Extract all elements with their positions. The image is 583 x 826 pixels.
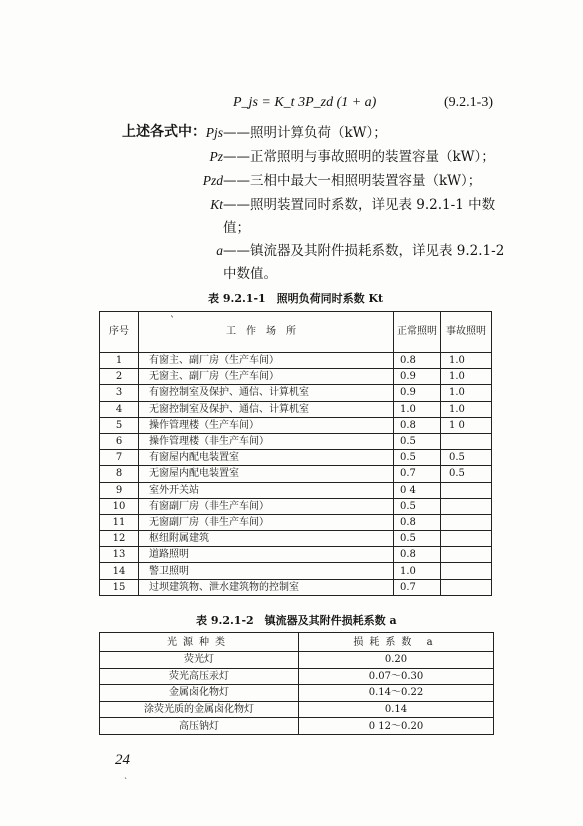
table-row: [100, 668, 494, 685]
cell-normal: 0.8: [394, 417, 441, 433]
table-row: [100, 498, 492, 514]
table-row: [100, 369, 492, 385]
cell-place: 有窗主、副厂房（生产车间）: [139, 353, 394, 369]
cell-no: 4: [100, 401, 139, 417]
variable-desc: ——照明装置同时系数，详见表 9.2.1-1 中数: [223, 197, 496, 213]
variable-row: [175, 121, 387, 141]
variable-row: [175, 239, 504, 259]
cell-light-type: 高压钠灯: [100, 718, 299, 735]
variable-desc: 值；: [223, 220, 250, 236]
bottom-mark: `: [124, 777, 128, 786]
header-normal: 正常照明: [394, 312, 441, 353]
cell-normal: 0.7: [394, 466, 441, 482]
cell-emergency: [441, 498, 492, 514]
stray-mark: `: [170, 316, 175, 327]
header-place: 工作场所: [139, 312, 394, 353]
cell-emergency: [441, 482, 492, 498]
cell-loss-coef: 0.14～0.22: [299, 685, 494, 702]
ballast-loss-table: [99, 632, 494, 735]
cell-loss-coef: 0 12～0.20: [299, 718, 494, 735]
cell-normal: 0.5: [394, 531, 441, 547]
cell-place: 枢纽附属建筑: [139, 531, 394, 547]
cell-place: 有窗控制室及保护、通信、计算机室: [139, 385, 394, 401]
cell-no: 2: [100, 369, 139, 385]
table-row: [100, 417, 492, 433]
cell-no: 3: [100, 385, 139, 401]
cell-emergency: 1.0: [441, 401, 492, 417]
cell-emergency: 0.5: [441, 450, 492, 466]
cell-normal: 0.5: [394, 498, 441, 514]
cell-normal: 0 4: [394, 482, 441, 498]
table-row: [100, 353, 492, 369]
cell-no: 11: [100, 514, 139, 530]
cell-no: 8: [100, 466, 139, 482]
cell-emergency: [441, 547, 492, 563]
header-loss-coef: 损耗系数 a: [299, 633, 494, 652]
page-number: 24: [115, 752, 130, 768]
cell-emergency: [441, 579, 492, 595]
cell-loss-coef: 0.07～0.30: [299, 668, 494, 685]
cell-place: 室外开关站: [139, 482, 394, 498]
cell-place: 无窗屋内配电装置室: [139, 466, 394, 482]
table-row: [100, 466, 492, 482]
cell-place: 过坝建筑物、泄水建筑物的控制室: [139, 579, 394, 595]
table-row: [100, 547, 492, 563]
table-row: [100, 718, 494, 735]
cell-no: 9: [100, 482, 139, 498]
table1-caption: 表 9.2.1-1 照明负荷同时系数 Kt: [208, 292, 384, 305]
variable-symbol: Pzd: [202, 173, 223, 188]
cell-normal: 0.9: [394, 385, 441, 401]
variable-desc: ——正常照明与事故照明的装置容量（kW）；: [223, 149, 495, 165]
cell-light-type: 涂荧光质的金属卤化物灯: [100, 701, 299, 718]
cell-emergency: [441, 563, 492, 579]
variable-symbol: a: [216, 243, 223, 258]
formula-number: (9.2.1-3): [444, 95, 493, 110]
variable-row: [175, 216, 250, 236]
cell-normal: 0.7: [394, 579, 441, 595]
cell-emergency: [441, 531, 492, 547]
simultaneity-table: [99, 311, 492, 596]
cell-place: 无窗主、副厂房（生产车间）: [139, 369, 394, 385]
cell-place: 无窗副厂房（非生产车间）: [139, 514, 394, 530]
cell-light-type: 金属卤化物灯: [100, 685, 299, 702]
cell-place: 操作管理楼（非生产车间）: [139, 433, 394, 449]
cell-light-type: 荧光高压汞灯: [100, 668, 299, 685]
variable-row: [175, 193, 495, 213]
variable-desc: ——照明计算负荷（kW）；: [223, 125, 387, 141]
table-row: [100, 482, 492, 498]
cell-loss-coef: 0.20: [299, 652, 494, 669]
cell-normal: 0.8: [394, 353, 441, 369]
cell-place: 无窗控制室及保护、通信、计算机室: [139, 401, 394, 417]
variable-symbol: Kt: [210, 197, 223, 212]
cell-light-type: 荧光灯: [100, 652, 299, 669]
variable-symbol: Pjs: [205, 125, 223, 140]
cell-normal: 1.0: [394, 563, 441, 579]
table-row: [100, 401, 492, 417]
variable-desc: 中数值。: [223, 266, 277, 282]
cell-place: 有窗屋内配电装置室: [139, 450, 394, 466]
cell-no: 5: [100, 417, 139, 433]
cell-place: 道路照明: [139, 547, 394, 563]
variable-desc: ——镇流器及其附件损耗系数，详见表 9.2.1-2: [223, 243, 505, 259]
cell-emergency: [441, 514, 492, 530]
table-row: [100, 701, 494, 718]
cell-place: 有窗副厂房（非生产车间）: [139, 498, 394, 514]
variable-row: [175, 169, 481, 189]
table2-caption: 表 9.2.1-2 镇流器及其附件损耗系数 a: [196, 614, 397, 627]
cell-loss-coef: 0.14: [299, 701, 494, 718]
cell-emergency: 1 0: [441, 417, 492, 433]
cell-no: 15: [100, 579, 139, 595]
variable-symbol: Pz: [209, 149, 223, 164]
cell-no: 6: [100, 433, 139, 449]
table-row: [100, 514, 492, 530]
table-row: [100, 385, 492, 401]
cell-no: 12: [100, 531, 139, 547]
cell-emergency: 1.0: [441, 385, 492, 401]
variables-lead: 上述各式中：: [122, 124, 206, 140]
table-row: [100, 450, 492, 466]
cell-no: 1: [100, 353, 139, 369]
cell-normal: 0.8: [394, 547, 441, 563]
header-light-type: 光源种类: [100, 633, 299, 652]
table-row: [100, 579, 492, 595]
cell-emergency: [441, 433, 492, 449]
header-emergency: 事故照明: [441, 312, 492, 353]
table-row: [100, 652, 494, 669]
cell-place: 操作管理楼（生产车间）: [139, 417, 394, 433]
cell-normal: 1.0: [394, 401, 441, 417]
header-no: 序号: [100, 312, 139, 353]
formula: P_js = K_t 3P_zd (1 + a): [233, 95, 377, 110]
table-row: [100, 433, 492, 449]
cell-place: 警卫照明: [139, 563, 394, 579]
table-row: [100, 531, 492, 547]
table-row: [100, 685, 494, 702]
cell-emergency: 0.5: [441, 466, 492, 482]
cell-normal: 0.8: [394, 514, 441, 530]
cell-no: 10: [100, 498, 139, 514]
cell-no: 13: [100, 547, 139, 563]
cell-emergency: 1.0: [441, 353, 492, 369]
variable-row: [175, 262, 277, 282]
cell-emergency: 1.0: [441, 369, 492, 385]
variable-desc: ——三相中最大一相照明装置容量（kW）；: [223, 173, 482, 189]
cell-normal: 0.5: [394, 433, 441, 449]
variable-row: [175, 145, 495, 165]
cell-normal: 0.5: [394, 450, 441, 466]
cell-no: 7: [100, 450, 139, 466]
cell-no: 14: [100, 563, 139, 579]
table-row: [100, 563, 492, 579]
cell-normal: 0.9: [394, 369, 441, 385]
